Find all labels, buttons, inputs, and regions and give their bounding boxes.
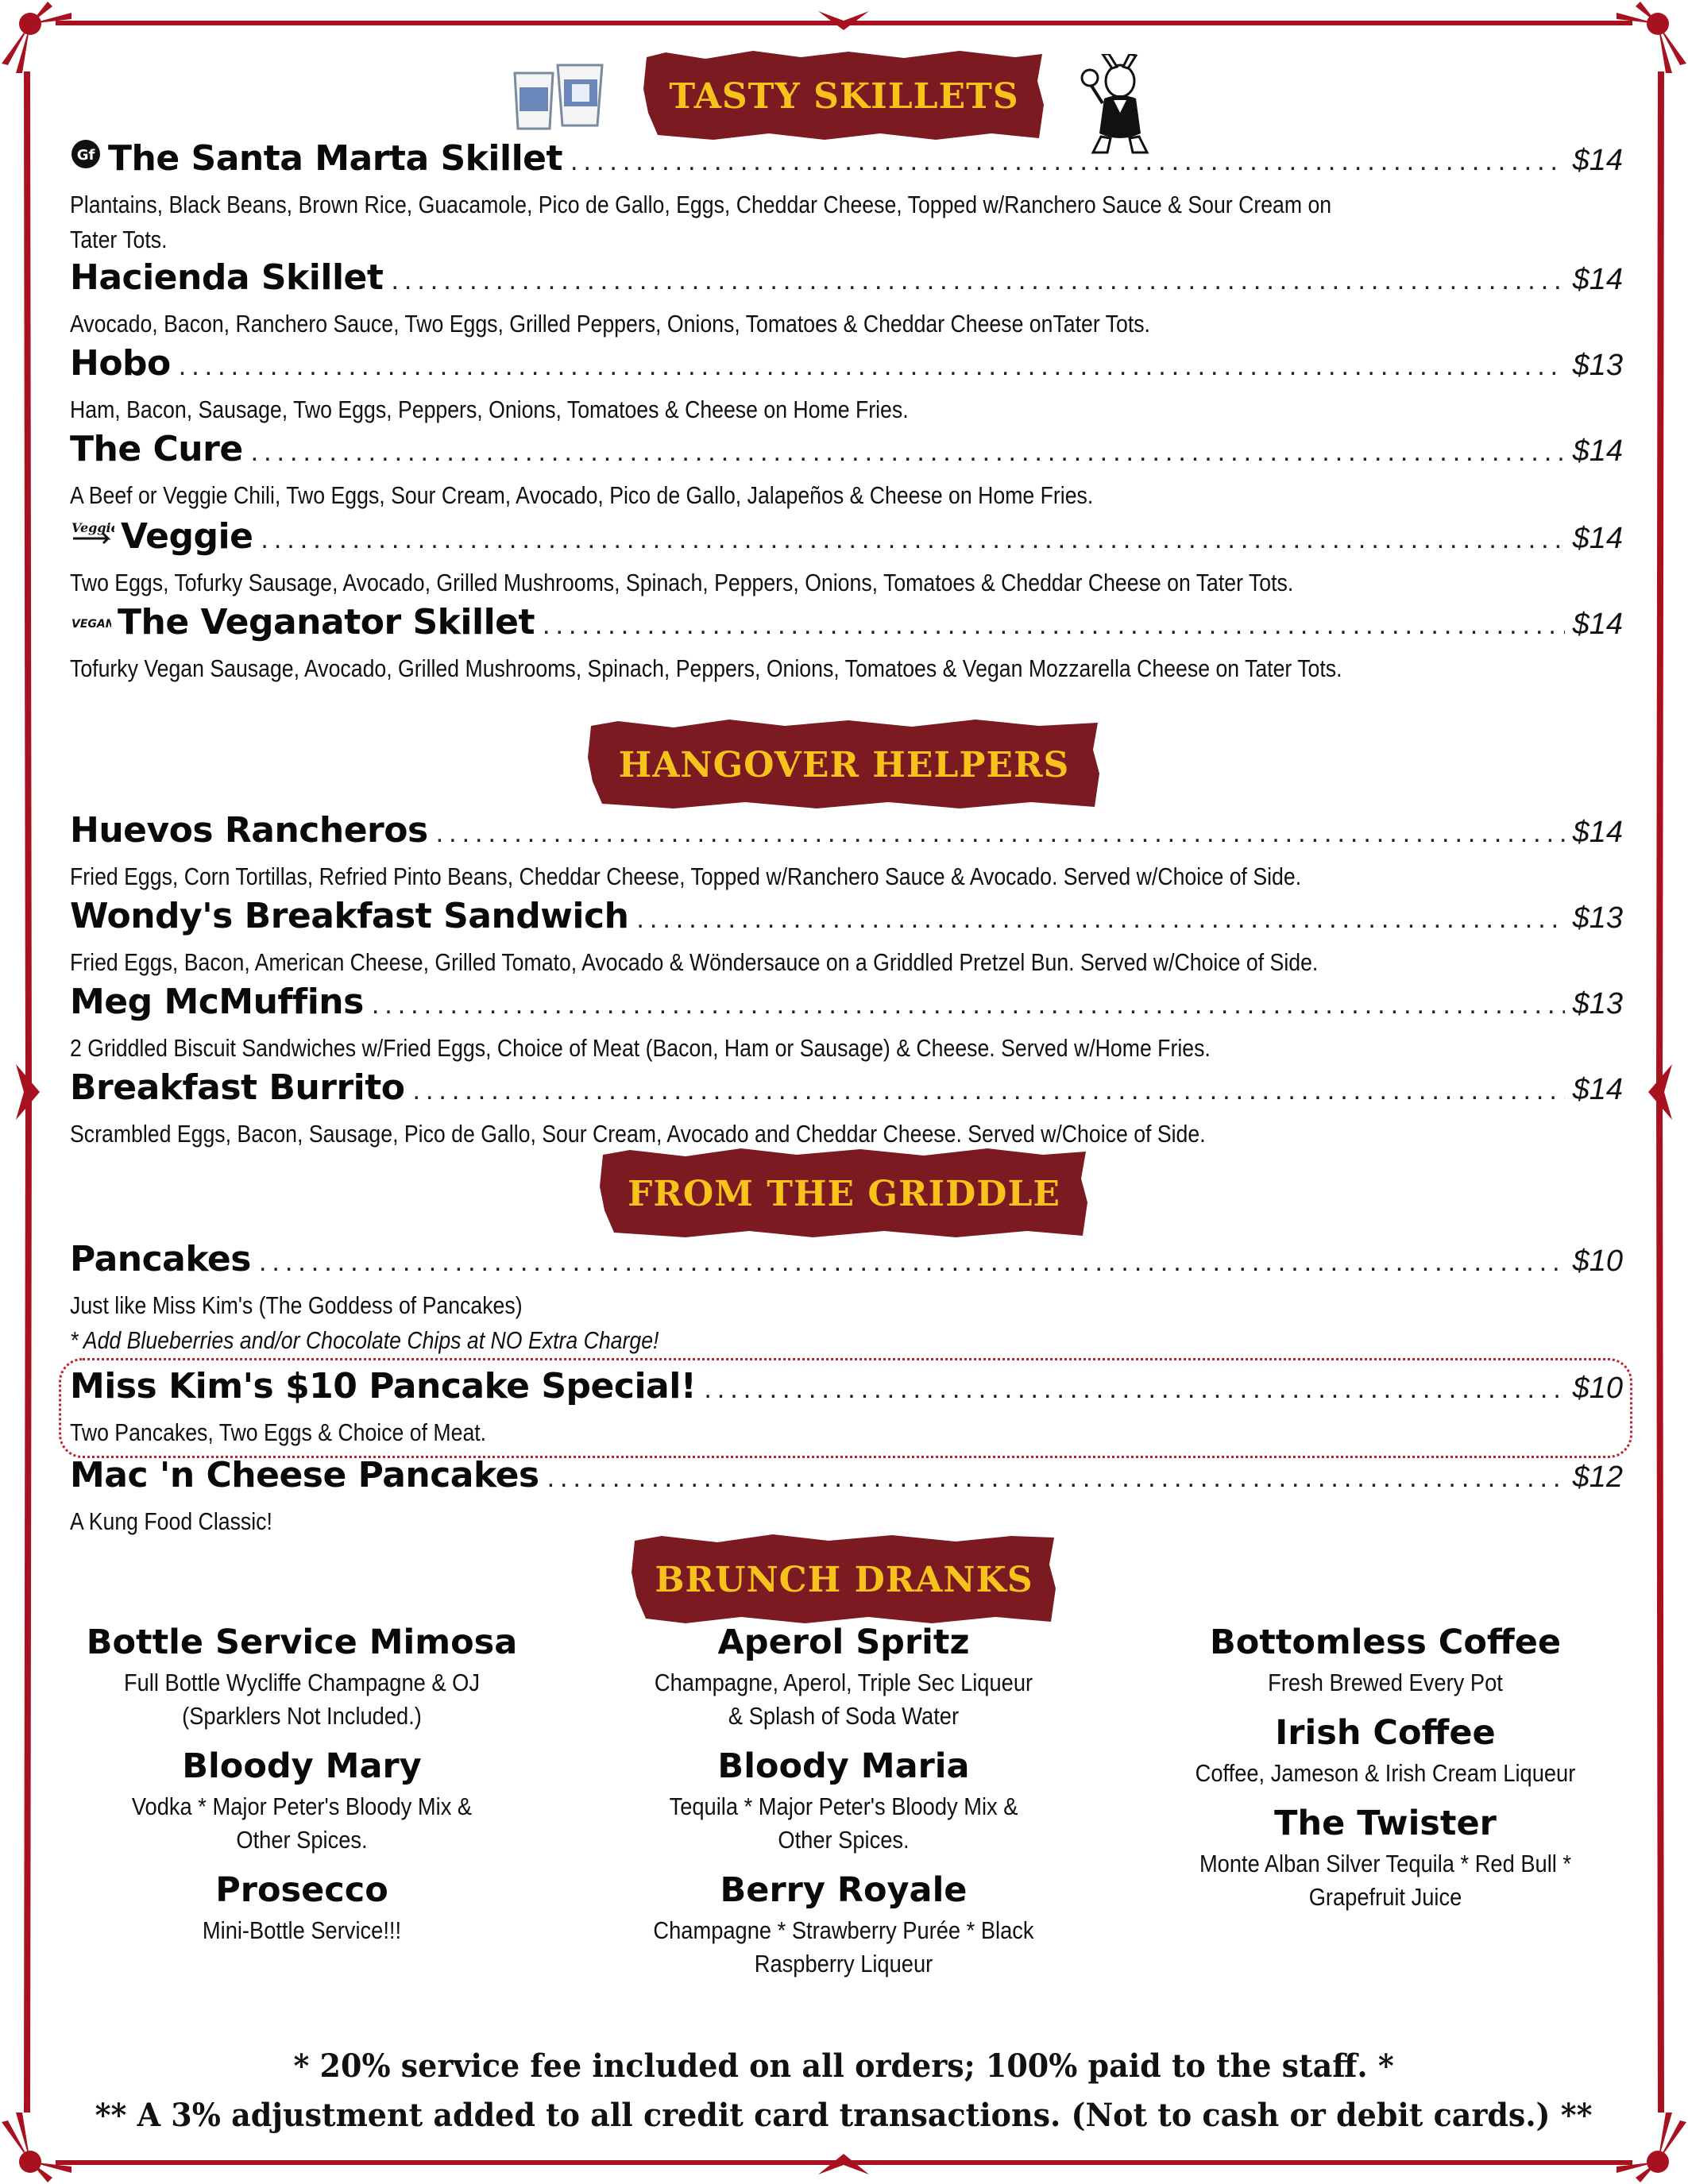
drink-description: Fresh Brewed Every Pot [1268, 1669, 1503, 1696]
footer-line-2: ** A 3% adjustment added to all credit card transactions. (Not to cash or debit cards.) ** [95, 2097, 1593, 2134]
item-description: 2 Griddled Biscuit Sandwiches w/Fried Eggs, Choice of Meat (Bacon, Ham or Sausage) & Cheese. Served w/Home Fries. [70, 1034, 1211, 1062]
menu-item [70, 896, 1623, 980]
item-description: Ham, Bacon, Sausage, Two Eggs, Peppers, Onions, Tomatoes & Cheese on Home Fries. [70, 396, 909, 423]
drink-item [56, 1866, 548, 1947]
dot-leader [570, 148, 1565, 175]
item-price: $14 [1572, 434, 1623, 468]
drink-name: The Twister [1274, 1804, 1497, 1843]
drink-description: Mini-Bottle Service!!! [202, 1916, 402, 1944]
item-description: Two Pancakes, Two Eggs & Choice of Meat. [70, 1418, 487, 1446]
dot-leader [251, 438, 1565, 465]
item-name: Breakfast Burrito [70, 1067, 405, 1108]
drink-description-cont: Raspberry Liqueur [754, 1950, 933, 1978]
item-price: $14 [1572, 522, 1623, 555]
item-price: $14 [1572, 1073, 1623, 1106]
drink-description: Champagne * Strawberry Purée * Black [653, 1916, 1034, 1944]
drink-item [1139, 1709, 1632, 1790]
section-title: TASTY SKILLETS [669, 75, 1019, 117]
drinks-column-2 [597, 1619, 1090, 1981]
drink-description-cont: & Splash of Soda Water [728, 1702, 960, 1730]
item-name: Meg McMuffins [70, 982, 364, 1022]
dot-leader [436, 820, 1565, 847]
item-description: Fried Eggs, Corn Tortillas, Refried Pinto Beans, Cheddar Cheese, Topped w/Ranchero Sauce & Avocado. Served w/Choice of Side. [70, 862, 1302, 890]
drink-description: Monte Alban Silver Tequila * Red Bull * [1199, 1850, 1572, 1877]
dot-leader [636, 905, 1564, 932]
item-description: A Kung Food Classic! [70, 1507, 272, 1535]
drink-name: Prosecco [215, 1870, 388, 1910]
item-name: Hacienda Skillet [70, 257, 384, 298]
menu-item [70, 1455, 1623, 1539]
item-name: Pancakes [70, 1239, 251, 1279]
drink-item [1139, 1800, 1632, 1914]
svg-text:Gf: Gf [76, 147, 95, 164]
item-price: $14 [1572, 144, 1623, 177]
drink-item [597, 1619, 1090, 1733]
drinks-column-1 [56, 1619, 548, 1947]
item-name: The Cure [70, 429, 243, 469]
item-price: $13 [1572, 987, 1623, 1021]
menu-item [70, 516, 1623, 600]
item-price: $14 [1572, 263, 1623, 296]
drink-item [56, 1619, 548, 1733]
item-description-cont: Tater Tots. [70, 226, 168, 253]
section-title: BRUNCH DRANKS [655, 1559, 1033, 1600]
dot-leader [259, 1248, 1565, 1275]
item-description: A Beef or Veggie Chili, Two Eggs, Sour Cream, Avocado, Pico de Gallo, Jalapeños & Cheese on Home Fries. [70, 481, 1094, 509]
menu-item-special [70, 1366, 1623, 1450]
menu-item [70, 138, 1623, 257]
dot-leader [547, 1464, 1565, 1491]
drink-description: Tequila * Major Peter's Bloody Mix & [669, 1792, 1018, 1820]
section-title: HANGOVER HELPERS [618, 744, 1070, 785]
dot-leader [179, 353, 1565, 380]
section-title: FROM THE GRIDDLE [628, 1173, 1060, 1214]
dot-leader [704, 1376, 1564, 1403]
item-price: $10 [1572, 1372, 1623, 1405]
drink-description: Full Bottle Wycliffe Champagne & OJ [123, 1669, 481, 1696]
footer-line-1: * 20% service fee included on all orders; 100% paid to the staff. * [293, 2047, 1395, 2085]
item-description: Tofurky Vegan Sausage, Avocado, Grilled Mushrooms, Spinach, Peppers, Onions, Tomatoes & Vegan Mozzarella Cheese on Tater Tots. [70, 654, 1342, 682]
item-name: Huevos Rancheros [70, 810, 428, 851]
gluten-free-icon [70, 138, 102, 174]
item-price: $13 [1572, 349, 1623, 382]
item-price: $14 [1572, 608, 1623, 641]
dot-leader [543, 612, 1565, 639]
item-description: Scrambled Eggs, Bacon, Sausage, Pico de Gallo, Sour Cream, Avocado and Cheddar Cheese. Served w/Choice of Side. [70, 1120, 1206, 1148]
drink-description: Champagne, Aperol, Triple Sec Liqueur [654, 1669, 1033, 1696]
drink-item [1139, 1619, 1632, 1700]
dot-leader [391, 267, 1564, 294]
item-price: $10 [1572, 1244, 1623, 1278]
item-name: The Veganator Skillet [118, 602, 535, 642]
drink-name: Berry Royale [720, 1870, 968, 1910]
item-description: Just like Miss Kim's (The Goddess of Pancakes) [70, 1291, 523, 1319]
menu-item [70, 982, 1623, 1066]
menu-item [70, 429, 1623, 513]
drink-item [597, 1742, 1090, 1857]
menu-item [70, 1239, 1623, 1358]
veggie-badge-icon [70, 516, 114, 552]
drink-description-cont: (Sparklers Not Included.) [182, 1702, 422, 1730]
vegan-badge-icon [70, 610, 111, 638]
menu-item [70, 602, 1623, 686]
section-banner-tasty-skillets [642, 49, 1047, 143]
drink-name: Bottle Service Mimosa [86, 1623, 518, 1662]
item-name: Hobo [70, 343, 171, 384]
item-description: Two Eggs, Tofurky Sausage, Avocado, Grilled Mushrooms, Spinach, Peppers, Onions, Tomatoes & Cheddar Cheese on Tater Tots. [70, 569, 1294, 596]
credit-card-note [0, 2097, 1688, 2134]
menu-item [70, 343, 1623, 427]
drink-description-cont: Grapefruit Juice [1308, 1883, 1462, 1911]
dot-leader [413, 1077, 1565, 1104]
item-price: $13 [1572, 901, 1623, 935]
item-name: Wondy's Breakfast Sandwich [70, 896, 629, 936]
item-name: Miss Kim's $10 Pancake Special! [70, 1366, 697, 1406]
section-banner-hangover-helpers [586, 718, 1103, 812]
drink-name: Bloody Mary [182, 1746, 422, 1786]
drink-name: Aperol Spritz [717, 1623, 970, 1662]
menu-item [70, 810, 1623, 894]
drink-item [597, 1866, 1090, 1981]
item-price: $12 [1572, 1461, 1623, 1494]
item-note: * Add Blueberries and/or Chocolate Chips at NO Extra Charge! [70, 1326, 659, 1354]
drink-name: Bloody Maria [717, 1746, 970, 1786]
drinks-column-3 [1139, 1619, 1632, 1914]
drink-name: Irish Coffee [1275, 1713, 1496, 1753]
item-description: Avocado, Bacon, Ranchero Sauce, Two Eggs, Grilled Peppers, Onions, Tomatoes & Cheddar Cheese onTater Tots. [70, 310, 1150, 338]
coffee-cups-icon [508, 56, 612, 135]
dot-leader [372, 991, 1565, 1018]
svg-text:VEGAN: VEGAN [71, 618, 111, 631]
section-banner-brunch-dranks [630, 1533, 1059, 1626]
item-price: $14 [1572, 816, 1623, 849]
item-description: Plantains, Black Beans, Brown Rice, Guacamole, Pico de Gallo, Eggs, Cheddar Cheese, Topped w/Ranchero Sauce & Sour Cream on [70, 191, 1332, 218]
svg-text:Veggie: Veggie [71, 520, 114, 535]
item-name: The Santa Marta Skillet [108, 138, 563, 179]
drink-description-cont: Other Spices. [236, 1826, 368, 1854]
service-fee-note [0, 2047, 1688, 2085]
item-name: Mac 'n Cheese Pancakes [70, 1455, 539, 1495]
drink-description: Vodka * Major Peter's Bloody Mix & [131, 1792, 473, 1820]
menu-item [70, 257, 1623, 341]
item-name: Veggie [121, 516, 253, 557]
drink-item [56, 1742, 548, 1857]
menu-item [70, 1067, 1623, 1152]
drink-name: Bottomless Coffee [1209, 1623, 1562, 1662]
section-banner-from-the-griddle [598, 1147, 1091, 1241]
drink-description: Coffee, Jameson & Irish Cream Liqueur [1195, 1759, 1576, 1787]
dot-leader [261, 526, 1564, 553]
item-description: Fried Eggs, Bacon, American Cheese, Grilled Tomato, Avocado & Wöndersauce on a Griddled Pretzel Bun. Served w/Choice of Side. [70, 948, 1319, 976]
drink-description-cont: Other Spices. [778, 1826, 910, 1854]
